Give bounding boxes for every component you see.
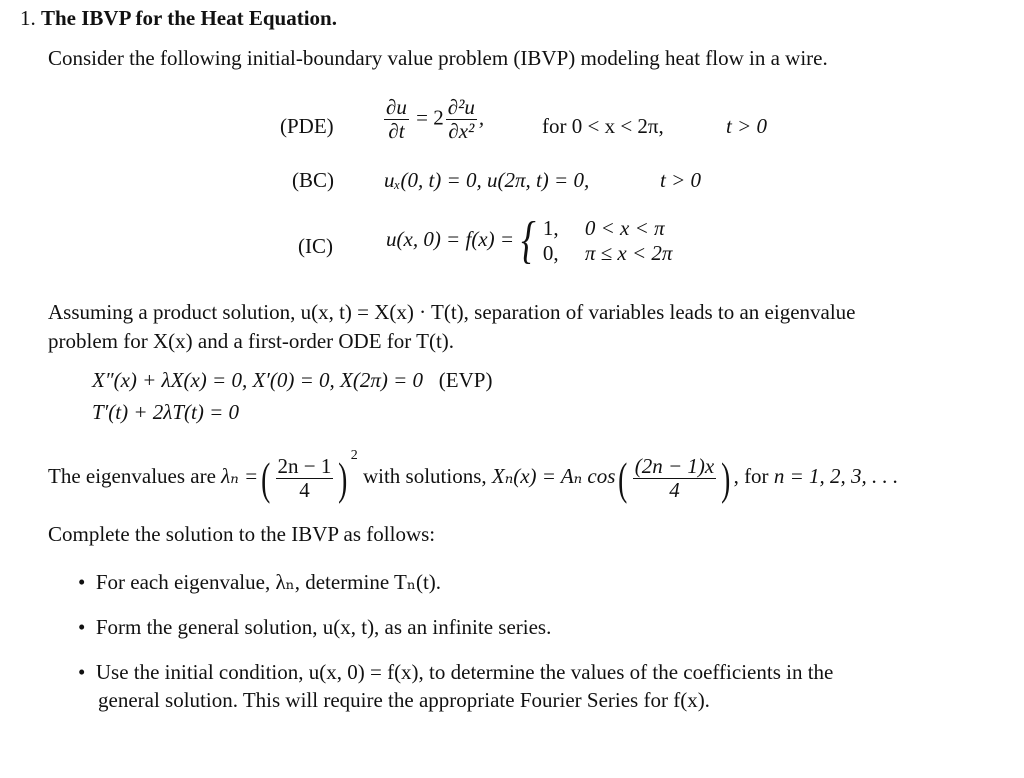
frac-num: ∂u [386,95,407,119]
bullet-icon: • [78,615,86,639]
evp-label: (EVP) [438,368,493,392]
frac-num: ∂²u [447,95,475,119]
paren: ( [261,452,271,504]
paren: ) [338,452,348,504]
n-range: n = 1, 2, 3, . . . [773,464,899,488]
problem-number: 1. [20,6,36,30]
evp-expr: X″(x) + λX(x) = 0, X′(0) = 0, X(2π) = 0 [92,368,424,392]
eigen-prefix: The eigenvalues are [48,464,216,488]
bc-time: t > 0 [660,168,702,192]
frac-den: 4 [669,477,680,502]
case2-condition: π ≤ x < 2π [584,241,673,266]
bullet-icon: • [78,570,86,594]
xn-expr: Xₙ(x) = Aₙ cos [491,464,616,488]
paren: ) [721,452,731,504]
problem-title: The IBVP for the Heat Equation. [41,6,337,30]
frac-den: 4 [299,477,310,502]
bullet-text: Use the initial condition, u(x, 0) = f(x), to determine the values of the coefficients in the [95,660,834,684]
frac-num: 2n − 1 [277,453,332,478]
ic-lhs: u(x, 0) = f(x) = [386,227,515,252]
case2-value: 0, [542,241,559,266]
pde-time: t > 0 [726,114,768,138]
frac-den: ∂t [388,119,405,144]
ic-cases [543,216,673,266]
pde-equation [382,96,484,143]
evp-equation [92,368,492,393]
bullet-3-continuation: general solution. This will require the appropriate Fourier Series for f(x). [98,688,710,712]
comma: , [478,105,485,130]
separation-line-1: Assuming a product solution, u(x, t) = X(x) · T(t), separation of variables leads to an eigenvalue [48,300,856,324]
separation-line-2: problem for X(x) and a first-order ODE for T(t). [48,329,455,353]
ic-equation [386,210,672,272]
bullet-icon: • [78,660,86,684]
exponent: 2 [350,448,358,463]
pde-label: (PDE) [280,114,334,138]
eigen-mid: with solutions, [362,464,487,488]
brace: { [521,212,536,269]
problem-heading [20,6,337,31]
case1-value: 1, [542,216,559,241]
bullet-text: For each eigenvalue, λₙ, determine Tₙ(t). [95,570,442,594]
pde-domain: for 0 < x < 2π, [542,114,664,138]
ic-label: (IC) [298,234,333,258]
intro-text: Consider the following initial-boundary value problem (IBVP) modeling heat flow in a wire. [48,46,828,70]
eigen-suffix: , for [733,464,769,488]
case1-condition: 0 < x < π [584,216,665,241]
equals: = 2 [416,105,444,130]
complete-instruction: Complete the solution to the IBVP as follows: [48,522,436,546]
bullet-2 [78,615,551,640]
frac-den: ∂x² [448,119,475,144]
paren: ( [618,452,628,504]
bullet-3 [78,660,833,685]
bullet-text: Form the general solution, u(x, t), as an infinite series. [95,615,552,639]
bullet-1 [78,570,441,595]
bc-equation: uₓ(0, t) = 0, u(2π, t) = 0, [384,168,590,192]
frac-num: (2n − 1)x [634,453,715,478]
eigenvalue-statement [48,448,898,506]
ode-equation: T′(t) + 2λT(t) = 0 [92,400,240,424]
lambda-n: λₙ = [221,464,259,488]
bc-label: (BC) [292,168,334,192]
